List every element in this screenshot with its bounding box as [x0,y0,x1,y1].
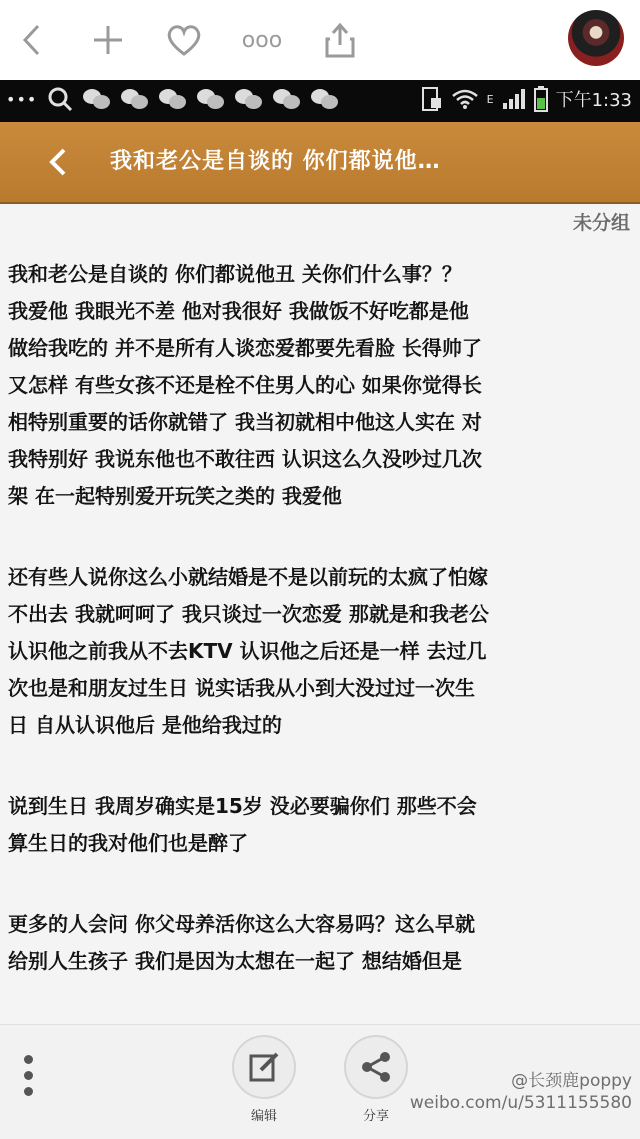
share-button[interactable] [344,1035,408,1099]
status-time: 下午1:33 [555,90,632,111]
text-line: 相特别重要的话你就错了 我当初就相中他这人实在 对 [8,410,482,434]
heart-icon[interactable] [162,18,206,62]
paragraph-4 [8,906,634,980]
text-line: 还有些人说你这么小就结婚是不是以前玩的太疯了怕嫁 [8,565,488,589]
paragraph-1 [8,256,634,515]
note-body [8,256,634,1024]
notification-icons [6,86,339,112]
search-icon [47,86,73,112]
network-type: E [486,92,494,106]
wechat-icon [121,87,149,111]
wifi-icon [451,88,479,110]
chevron-left-icon [47,147,69,177]
text-line: 更多的人会问 你父母养活你这么大容易吗？这么早就 [8,912,475,936]
menu-dots-icon[interactable] [24,1055,42,1105]
text-line: 我爱他 我眼光不差 他对我很好 我做饭不好吃都是他 [8,299,469,323]
paragraph-2 [8,559,634,744]
status-bar [0,80,640,122]
wechat-icon [235,87,263,111]
more-icon[interactable] [240,18,284,62]
text-line: 我和老公是自谈的 你们都说他丑 关你们什么事？？ [8,262,462,286]
page-title: 我和老公是自谈的 你们都说他… [110,149,441,174]
text-line: 认识他之前我从不去KTV 认识他之后还是一样 去过几 [8,639,487,663]
text-line: 说到生日 我周岁确实是15岁 没必要骗你们 那些不会 [8,794,477,818]
edit-icon [247,1050,281,1084]
share-icon[interactable] [318,18,362,62]
system-indicators [421,86,632,112]
wechat-icon [311,87,339,111]
text-line: 日 自从认识他后 是他给我过的 [8,713,282,737]
text-line: 给别人生孩子 我们是因为太想在一起了 想结婚但是 [8,949,462,973]
watermark [410,1070,632,1114]
text-line: 我特别好 我说东他也不敢往西 认识这么久没吵过几次 [8,447,482,471]
note-header [0,122,640,204]
wechat-icon [197,87,225,111]
share-nodes-icon [359,1050,393,1084]
text-line: 算生日的我对他们也是醉了 [8,831,248,855]
text-line: 不出去 我就呵呵了 我只谈过一次恋爱 那就是和我老公 [8,602,489,626]
avatar[interactable] [568,10,624,66]
paragraph-3 [8,788,634,862]
watermark-url: weibo.com/u/5311155580 [409,1093,632,1113]
text-line: 做给我吃的 并不是所有人谈恋爱都要先看脸 长得帅了 [8,336,482,360]
signal-icon [502,88,526,110]
text-line: 次也是和朋友过生日 说实话我从小到大没过过一次生 [8,676,475,700]
more-label: ooo [241,27,283,53]
note-content [0,204,640,1024]
text-line: 又怎样 有些女孩不还是栓不住男人的心 如果你觉得长 [8,373,482,397]
header-back-button[interactable] [38,140,78,184]
wechat-icon [83,87,111,111]
wechat-icon [159,87,187,111]
outer-toolbar [0,0,640,80]
back-icon[interactable] [10,18,54,62]
battery-icon [534,86,548,112]
screenshot-icon [421,86,443,112]
watermark-handle: @长颈鹿poppy [511,1071,632,1091]
plus-icon[interactable] [86,18,130,62]
share-label: 分享 [362,1109,389,1124]
edit-button[interactable] [232,1035,296,1099]
group-tag[interactable]: 未分组 [572,212,630,234]
text-line: 架 在一起特别爱开玩笑之类的 我爱他 [8,484,342,508]
edit-label: 编辑 [250,1109,277,1124]
ellipsis-icon: ••• [6,89,38,109]
wechat-icon [273,87,301,111]
